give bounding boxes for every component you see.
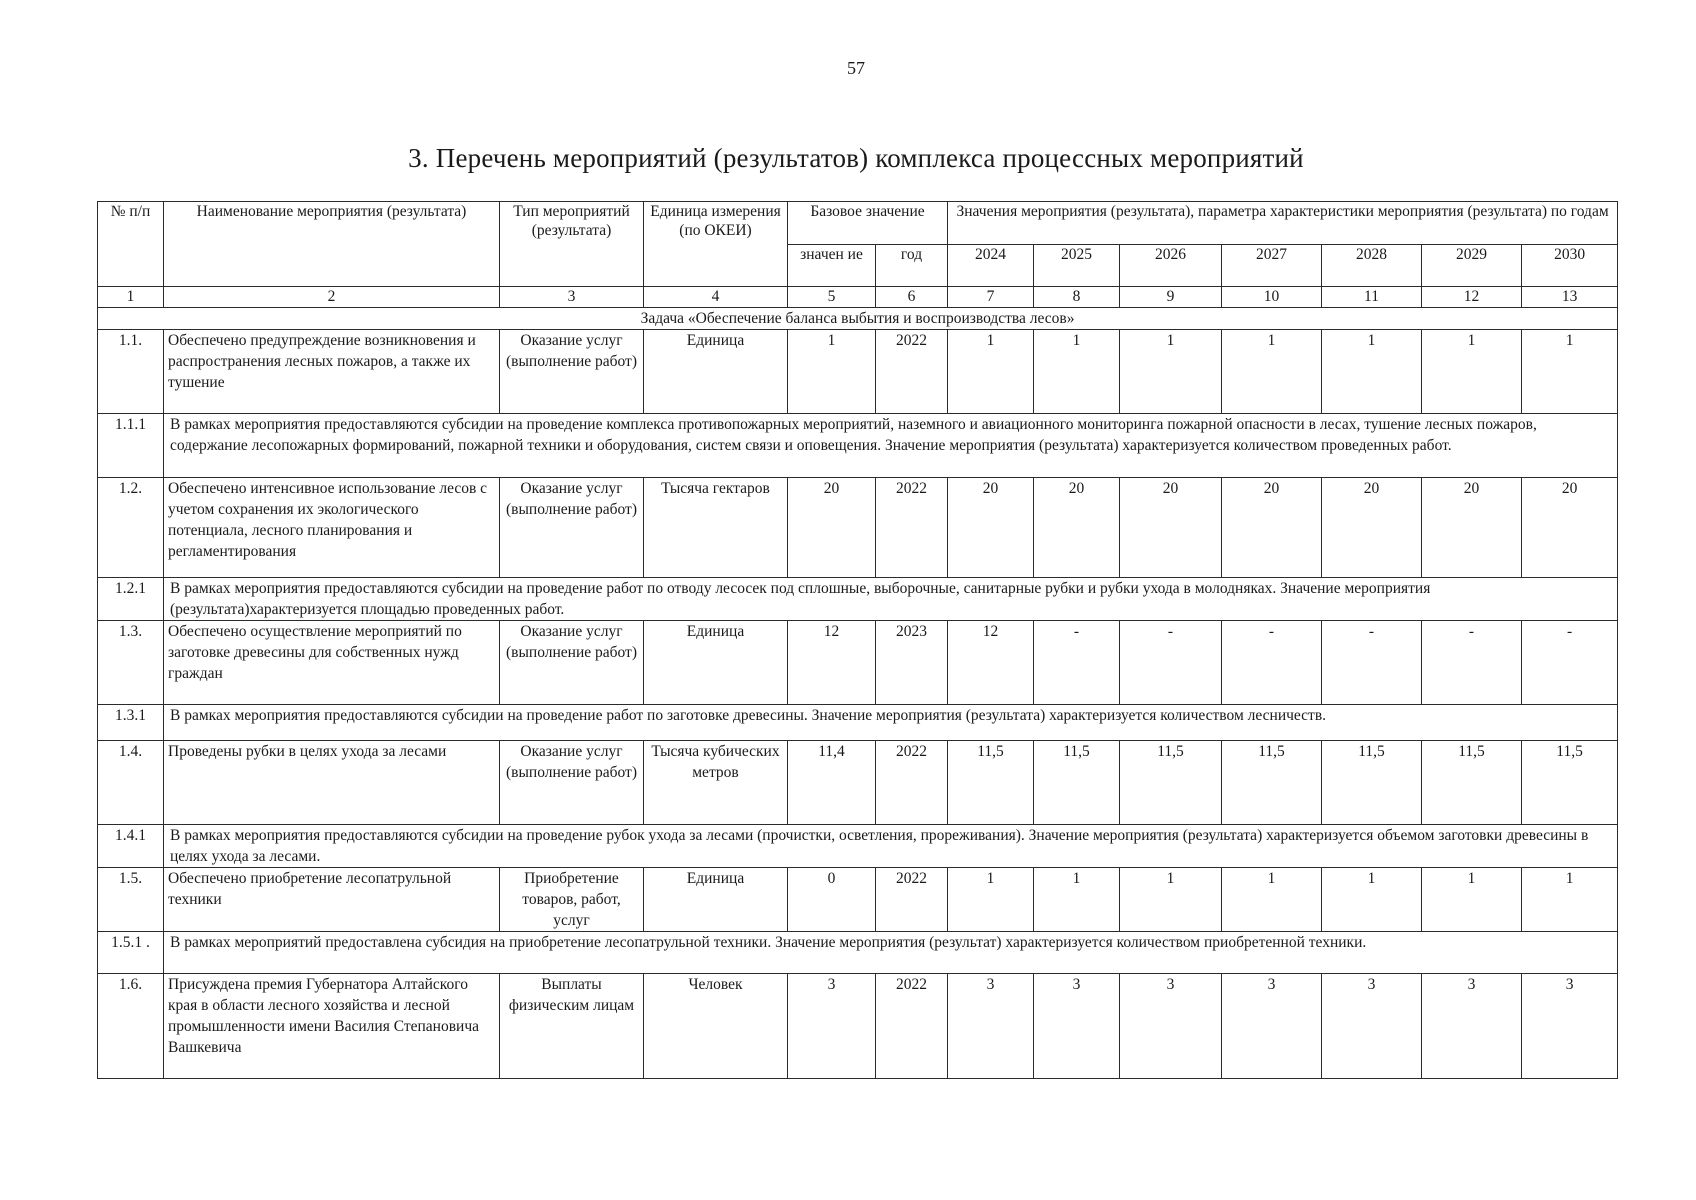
row-year-value: 1 [1522,330,1618,414]
row-year-value: 20 [1034,478,1120,578]
description-number: 1.5.1 . [98,932,164,974]
row-name: Обеспечено осуществление мероприятий по заготовке древесины для собственных нужд граждан [164,621,500,705]
description-number: 1.2.1 [98,578,164,621]
col-number: 9 [1120,287,1222,308]
row-type: Приобретение товаров, работ, услуг [500,868,644,932]
row-base-year: 2023 [876,621,948,705]
header-base-year: год [876,245,948,287]
row-year-value: 1 [1422,868,1522,932]
row-year-value: 3 [1322,974,1422,1079]
row-base-year: 2022 [876,868,948,932]
row-base-year: 2022 [876,741,948,825]
row-year-value: 1 [1120,330,1222,414]
row-year-value: 1 [1422,330,1522,414]
row-year-value: 1 [1322,868,1422,932]
description-text: В рамках мероприятия предоставляются субсидии на проведение комплекса противопожарных мероприятий, наземного и авиационного мониторинга пожарной опасности в лесах, тушение лесных пожаров, содержание лесопожарных формирований, пожарной техники и оборудования, систем связи и оповещения. Значение мероприятия (результата) характеризуется количеством проведенных работ. [164,414,1618,478]
col-number: 6 [876,287,948,308]
row-year-value: 1 [1120,868,1222,932]
header-year: 2024 [948,245,1034,287]
description-number: 1.4.1 [98,825,164,868]
row-base-value: 3 [788,974,876,1079]
row-year-value: - [1322,621,1422,705]
row-name: Обеспечено приобретение лесопатрульной техники [164,868,500,932]
header-year: 2026 [1120,245,1222,287]
header-year: 2027 [1222,245,1322,287]
row-year-value: 1 [1222,330,1322,414]
description-row [98,825,1618,868]
row-year-value: 3 [1034,974,1120,1079]
row-base-value: 12 [788,621,876,705]
col-number: 3 [500,287,644,308]
row-year-value: 1 [1034,868,1120,932]
row-name: Обеспечено интенсивное использование лесов с учетом сохранения их экологического потенциала, лесного планирования и регламентирования [164,478,500,578]
row-year-value: - [1120,621,1222,705]
header-year: 2029 [1422,245,1522,287]
header-type: Тип мероприятий (результата) [500,202,644,287]
col-number: 4 [644,287,788,308]
description-row [98,932,1618,974]
row-year-value: 1 [1522,868,1618,932]
row-number: 1.1. [98,330,164,414]
col-number: 1 [98,287,164,308]
description-text: В рамках мероприятия предоставляются субсидии на проведение рубок ухода за лесами (прочистки, осветления, прореживания). Значение мероприятия (результата) характеризуется объемом заготовки древесины в целях ухода за лесами. [164,825,1618,868]
description-row [98,578,1618,621]
row-year-value: 3 [1522,974,1618,1079]
row-year-value: - [1422,621,1522,705]
col-number: 13 [1522,287,1618,308]
row-year-value: - [1222,621,1322,705]
row-base-year: 2022 [876,330,948,414]
row-type: Выплаты физическим лицам [500,974,644,1079]
row-number: 1.6. [98,974,164,1079]
row-year-value: 11,5 [1222,741,1322,825]
row-unit: Единица [644,868,788,932]
table-row [98,868,1618,932]
col-number: 12 [1422,287,1522,308]
table-row [98,330,1618,414]
row-year-value: 20 [948,478,1034,578]
row-unit: Тысяча кубических метров [644,741,788,825]
table-row [98,974,1618,1079]
col-number: 10 [1222,287,1322,308]
row-year-value: 20 [1322,478,1422,578]
row-unit: Единица [644,330,788,414]
header-year: 2025 [1034,245,1120,287]
description-text: В рамках мероприятий предоставлена субсидия на приобретение лесопатрульной техники. Значение мероприятия (результат) характеризуется количеством приобретенной техники. [164,932,1618,974]
row-base-value: 0 [788,868,876,932]
row-year-value: - [1522,621,1618,705]
row-year-value: 1 [948,868,1034,932]
task-heading: Задача «Обеспечение баланса выбытия и воспроизводства лесов» [98,308,1618,330]
description-row [98,705,1618,741]
row-type: Оказание услуг (выполнение работ) [500,478,644,578]
row-year-value: 11,5 [948,741,1034,825]
row-year-value: 1 [1034,330,1120,414]
table-row [98,621,1618,705]
row-year-value: 11,5 [1322,741,1422,825]
measures-table [97,201,1618,1079]
row-year-value: 1 [1322,330,1422,414]
row-type: Оказание услуг (выполнение работ) [500,741,644,825]
row-number: 1.2. [98,478,164,578]
row-type: Оказание услуг (выполнение работ) [500,330,644,414]
row-unit: Человек [644,974,788,1079]
header-base-value: значен ие [788,245,876,287]
header-unit: Единица измерения (по ОКЕИ) [644,202,788,287]
col-number: 5 [788,287,876,308]
row-number: 1.4. [98,741,164,825]
row-year-value: - [1034,621,1120,705]
row-type: Оказание услуг (выполнение работ) [500,621,644,705]
row-year-value: 11,5 [1034,741,1120,825]
row-base-year: 2022 [876,478,948,578]
row-base-value: 20 [788,478,876,578]
header-name: Наименование мероприятия (результата) [164,202,500,287]
col-number: 7 [948,287,1034,308]
row-year-value: 3 [1422,974,1522,1079]
table-row [98,741,1618,825]
row-name: Присуждена премия Губернатора Алтайского края в области лесного хозяйства и лесной промышленности имени Василия Степановича Вашкевича [164,974,500,1079]
description-text: В рамках мероприятия предоставляются субсидии на проведение работ по заготовке древесины. Значение мероприятия (результата) характеризуется количеством лесничеств. [164,705,1618,741]
row-base-value: 11,4 [788,741,876,825]
header-year: 2028 [1322,245,1422,287]
row-year-value: 1 [948,330,1034,414]
row-year-value: 1 [1222,868,1322,932]
description-number: 1.1.1 [98,414,164,478]
row-year-value: 11,5 [1522,741,1618,825]
description-text: В рамках мероприятия предоставляются субсидии на проведение работ по отводу лесосек под сплошные, выборочные, санитарные рубки и рубки ухода в молодняках. Значение мероприятия (результата)характеризуется площадью проведенных работ. [164,578,1618,621]
col-number: 2 [164,287,500,308]
col-number: 11 [1322,287,1422,308]
row-year-value: 20 [1422,478,1522,578]
row-year-value: 3 [1222,974,1322,1079]
row-year-value: 20 [1222,478,1322,578]
header-values: Значения мероприятия (результата), параметра характеристики мероприятия (результата) по годам [948,202,1618,245]
row-name: Проведены рубки в целях ухода за лесами [164,741,500,825]
row-number: 1.3. [98,621,164,705]
row-unit: Тысяча гектаров [644,478,788,578]
row-base-year: 2022 [876,974,948,1079]
row-year-value: 11,5 [1422,741,1522,825]
row-year-value: 3 [1120,974,1222,1079]
row-year-value: 3 [948,974,1034,1079]
header-base: Базовое значение [788,202,948,245]
row-base-value: 1 [788,330,876,414]
table-row [98,478,1618,578]
row-year-value: 11,5 [1120,741,1222,825]
row-name: Обеспечено предупреждение возникновения и распространения лесных пожаров, а также их тушение [164,330,500,414]
header-year: 2030 [1522,245,1618,287]
page-title: 3. Перечень мероприятий (результатов) комплекса процессных мероприятий [408,143,1304,173]
col-number: 8 [1034,287,1120,308]
description-number: 1.3.1 [98,705,164,741]
row-year-value: 20 [1522,478,1618,578]
row-year-value: 20 [1120,478,1222,578]
header-num: № п/п [98,202,164,287]
page-number: 57 [847,58,865,78]
row-year-value: 12 [948,621,1034,705]
row-number: 1.5. [98,868,164,932]
row-unit: Единица [644,621,788,705]
description-row [98,414,1618,478]
